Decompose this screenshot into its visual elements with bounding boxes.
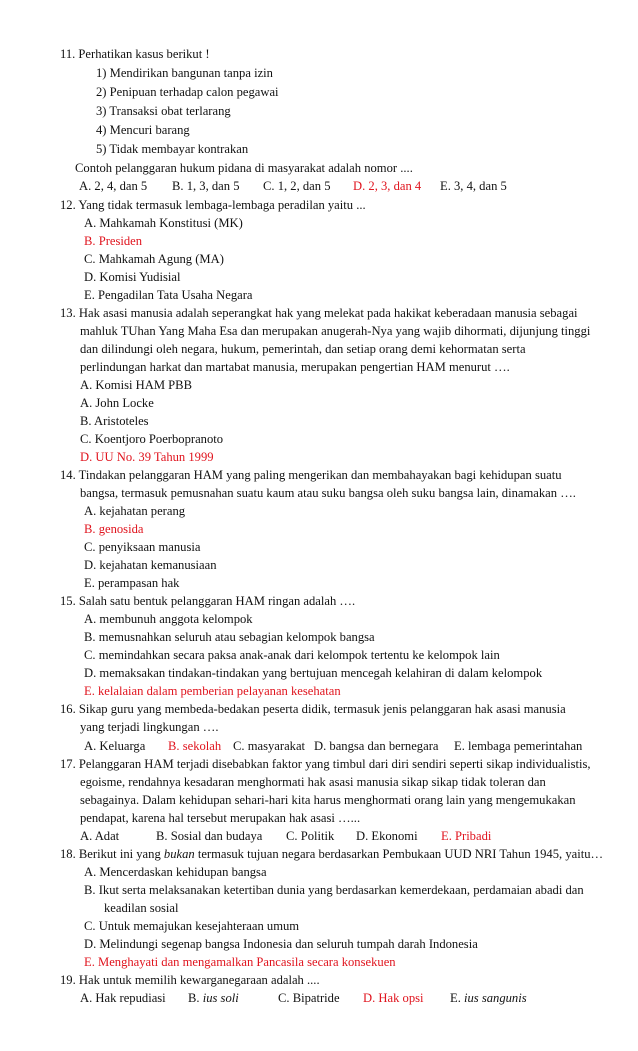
q13-stem-line: mahluk TUhan Yang Maha Esa dan merupakan anugerah-Nya yang wajib dihormati, dijunjung tinggi: [80, 324, 591, 338]
q17-stem-line: sebagainya. Dalam kehidupan sehari-hari kita harus menghormati orang lain yang mengemukakan: [80, 793, 576, 807]
q11-option-e: E. 3, 4, dan 5: [440, 179, 507, 193]
q16-option-b-answer: B. sekolah: [168, 739, 222, 753]
q18-option-e-answer: E. Menghayati dan mengamalkan Pancasila secara konsekuen: [84, 955, 396, 969]
q17-stem-line: egoisme, rendahnya kesadaran menghormati hak asasi manusia sikap sikap tidak toleran dan: [80, 775, 546, 789]
q14-stem: 14. Tindakan pelanggaran HAM yang paling mengerikan dan membahayakan bagi kehidupan suatu: [60, 468, 562, 482]
q19-option-e: [450, 989, 527, 1007]
q11-item: 2) Penipuan terhadap calon pegawai: [96, 85, 279, 99]
q14-stem-line: bangsa, termasuk pemusnahan suatu kaum atau suku bangsa oleh suku bangsa lain, dinamakan ….: [80, 486, 576, 500]
q12-option-d: D. Komisi Yudisial: [84, 270, 181, 284]
q15-option-c: C. memindahkan secara paksa anak-anak dari kelompok tertentu ke kelompok lain: [84, 648, 500, 662]
q16-option-c: C. masyarakat: [233, 739, 306, 753]
q15-option-e-answer: E. kelalaian dalam pemberian pelayanan kesehatan: [84, 684, 341, 698]
q17-option-a: A. Adat: [80, 829, 120, 843]
q13-option-answer: D. UU No. 39 Tahun 1999: [80, 450, 214, 464]
q17-option-d: D. Ekonomi: [356, 829, 418, 843]
q18-option-d: D. Melindungi segenap bangsa Indonesia dan seluruh tumpah darah Indonesia: [84, 937, 478, 951]
q11-option-a: A. 2, 4, dan 5: [79, 179, 148, 193]
q14-option-b-answer: B. genosida: [84, 522, 144, 536]
q11-item: 1) Mendirikan bangunan tanpa izin: [96, 66, 273, 80]
q11-option-d-answer: D. 2, 3, dan 4: [353, 179, 422, 193]
q16-option-d: D. bangsa dan bernegara: [314, 739, 439, 753]
q19-option-b-text: ius soli: [202, 991, 239, 1005]
q17-stem: 17. Pelanggaran HAM terjadi disebabkan faktor yang timbul dari diri sendiri seperti sikap individualistis,: [60, 757, 591, 771]
q17-option-b: B. Sosial dan budaya: [156, 829, 263, 843]
q19-option-c: C. Bipatride: [278, 991, 340, 1005]
q13-option: B. Aristoteles: [80, 414, 149, 428]
q13-option: A. John Locke: [80, 396, 154, 410]
q19-option-d-answer: D. Hak opsi: [363, 991, 424, 1005]
q18-stem-emphasis: bukan: [163, 847, 195, 861]
q19-option-e-letter: E.: [450, 991, 464, 1005]
q19-stem: 19. Hak untuk memilih kewarganegaraan adalah ....: [60, 973, 320, 987]
q14-option-a: A. kejahatan perang: [84, 504, 186, 518]
q11-option-c: C. 1, 2, dan 5: [263, 179, 331, 193]
q15-option-a: A. membunuh anggota kelompok: [84, 612, 253, 626]
q19-option-b: [188, 989, 239, 1007]
q12-option-b-answer: B. Presiden: [84, 234, 143, 248]
q18-option-b: B. Ikut serta melaksanakan ketertiban dunia yang berdasarkan kemerdekaan, perdamaian abadi dan: [84, 883, 584, 897]
q13-option: A. Komisi HAM PBB: [80, 378, 192, 392]
q19-option-b-letter: B.: [188, 991, 203, 1005]
q11-item: 5) Tidak membayar kontrakan: [96, 142, 249, 156]
q15-option-d: D. memaksakan tindakan-tindakan yang bertujuan mencegah kelahiran di dalam kelompok: [84, 666, 543, 680]
q16-stem: 16. Sikap guru yang membeda-bedakan peserta didik, termasuk jenis pelanggaran hak asasi manusia: [60, 702, 566, 716]
q17-option-e-answer: E. Pribadi: [441, 829, 492, 843]
q18-option-c: C. Untuk memajukan kesejahteraan umum: [84, 919, 300, 933]
q16-option-a: A. Keluarga: [84, 739, 146, 753]
q15-stem: 15. Salah satu bentuk pelanggaran HAM ringan adalah ….: [60, 594, 356, 608]
q14-option-d: D. kejahatan kemanusiaan: [84, 558, 217, 572]
q15-option-b: B. memusnahkan seluruh atau sebagian kelompok bangsa: [84, 630, 375, 644]
q19-option-e-text: ius sangunis: [464, 991, 527, 1005]
q12-option-e: E. Pengadilan Tata Usaha Negara: [84, 288, 253, 302]
q13-stem: 13. Hak asasi manusia adalah seperangkat hak yang melekat pada hakikat keberadaan manusia sebagai: [60, 306, 578, 320]
q11-option-b: B. 1, 3, dan 5: [172, 179, 240, 193]
q11-item: 4) Mencuri barang: [96, 123, 190, 137]
q13-stem-line: dan dilindungi oleh negara, hukum, pemerintah, dan setiap orang demi kehormatan serta: [80, 342, 526, 356]
q16-option-e: E. lembaga pemerintahan: [454, 739, 583, 753]
q18-option-b-cont: keadilan sosial: [104, 901, 179, 915]
q14-option-c: C. penyiksaan manusia: [84, 540, 201, 554]
q11-item: 3) Transaksi obat terlarang: [96, 104, 231, 118]
q18-stem-start: 18. Berikut ini yang: [60, 847, 164, 861]
q17-option-c: C. Politik: [286, 829, 335, 843]
q18-stem: [60, 845, 603, 863]
q11-prompt: Contoh pelanggaran hukum pidana di masyarakat adalah nomor ....: [75, 161, 413, 175]
q13-option: C. Koentjoro Poerbopranoto: [80, 432, 224, 446]
q17-stem-line: pendapat, karena hal tersebut merupakan hak asasi …...: [80, 811, 361, 825]
q12-option-a: A. Mahkamah Konstitusi (MK): [84, 216, 243, 230]
q11-stem: 11. Perhatikan kasus berikut !: [60, 47, 210, 61]
q18-stem-end: termasuk tujuan negara berdasarkan Pembukaan UUD NRI Tahun 1945, yaitu…: [194, 847, 604, 861]
q14-option-e: E. perampasan hak: [84, 576, 180, 590]
q13-stem-line: perlindungan harkat dan martabat manusia, merupakan pengertian HAM menurut ….: [80, 360, 510, 374]
q19-option-a: A. Hak repudiasi: [80, 991, 166, 1005]
q12-stem: 12. Yang tidak termasuk lembaga-lembaga peradilan yaitu ...: [60, 198, 366, 212]
q16-stem-line: yang terjadi lingkungan ….: [80, 720, 219, 734]
q18-option-a: A. Mencerdaskan kehidupan bangsa: [84, 865, 267, 879]
q12-option-c: C. Mahkamah Agung (MA): [84, 252, 224, 266]
